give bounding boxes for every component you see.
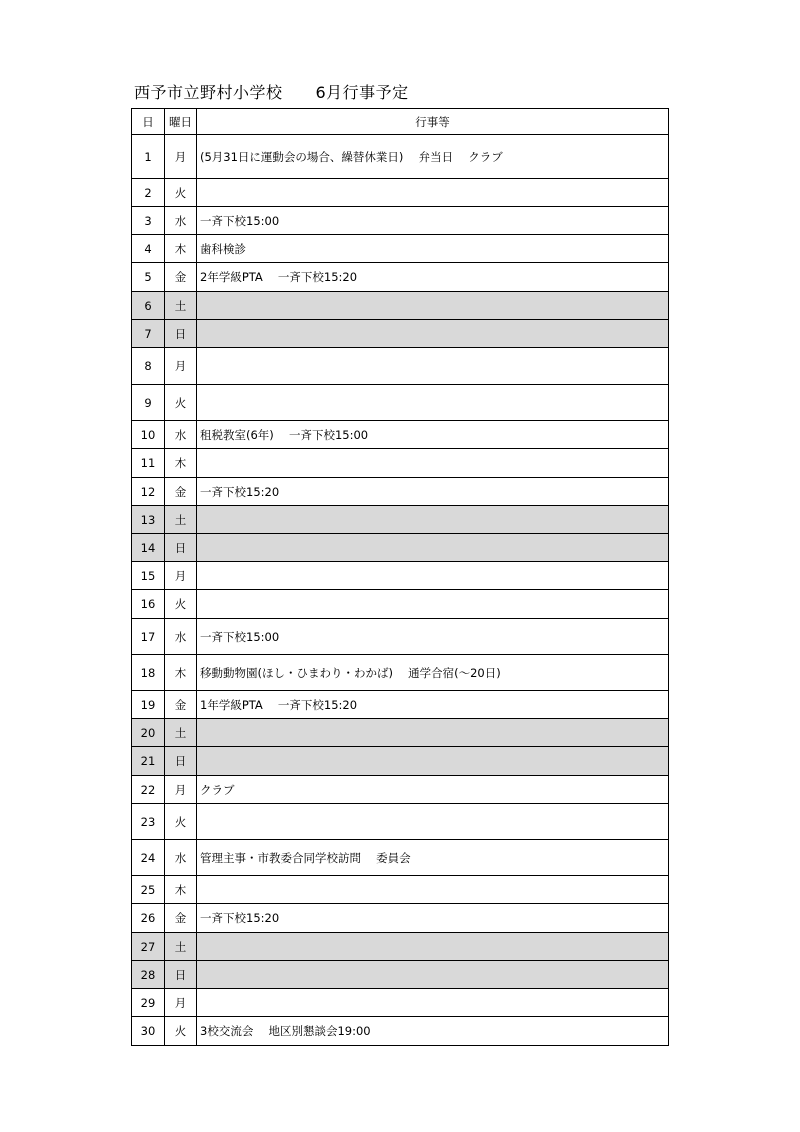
events-cell [197, 876, 669, 904]
events-cell [197, 292, 669, 320]
events-cell: 3校交流会 地区別懇談会19:00 [197, 1017, 669, 1046]
events-cell [197, 385, 669, 421]
day-cell: 7 [132, 320, 165, 348]
schedule-table [131, 108, 669, 1046]
day-cell: 21 [132, 747, 165, 776]
table-row [132, 655, 669, 691]
weekday-cell: 木 [165, 235, 197, 263]
events-cell [197, 348, 669, 385]
day-cell: 28 [132, 961, 165, 989]
table-row [132, 876, 669, 904]
table-row [132, 235, 669, 263]
weekday-cell: 金 [165, 263, 197, 292]
weekday-cell: 金 [165, 691, 197, 719]
header-weekday: 曜日 [165, 109, 197, 135]
weekday-cell: 水 [165, 207, 197, 235]
events-cell: 一斉下校15:00 [197, 207, 669, 235]
table-row [132, 590, 669, 619]
events-cell [197, 989, 669, 1017]
weekday-cell: 水 [165, 421, 197, 449]
weekday-cell: 日 [165, 961, 197, 989]
table-row [132, 421, 669, 449]
weekday-cell: 金 [165, 478, 197, 506]
day-cell: 9 [132, 385, 165, 421]
events-cell: 一斉下校15:20 [197, 904, 669, 933]
table-row [132, 263, 669, 292]
events-cell: 1年学級PTA 一斉下校15:20 [197, 691, 669, 719]
day-cell: 2 [132, 179, 165, 207]
day-cell: 22 [132, 776, 165, 804]
events-cell [197, 933, 669, 961]
day-cell: 16 [132, 590, 165, 619]
day-cell: 14 [132, 534, 165, 562]
day-cell: 26 [132, 904, 165, 933]
weekday-cell: 日 [165, 747, 197, 776]
table-row [132, 562, 669, 590]
day-cell: 25 [132, 876, 165, 904]
day-cell: 20 [132, 719, 165, 747]
events-cell: 移動動物園(ほし・ひまわり・わかば) 通学合宿(～20日) [197, 655, 669, 691]
weekday-cell: 火 [165, 179, 197, 207]
day-cell: 17 [132, 619, 165, 655]
day-cell: 8 [132, 348, 165, 385]
table-row [132, 619, 669, 655]
header-row [132, 109, 669, 135]
day-cell: 4 [132, 235, 165, 263]
header-events: 行事等 [197, 109, 669, 135]
day-cell: 24 [132, 840, 165, 876]
weekday-cell: 日 [165, 534, 197, 562]
day-cell: 3 [132, 207, 165, 235]
day-cell: 5 [132, 263, 165, 292]
events-cell: 租税教室(6年) 一斉下校15:00 [197, 421, 669, 449]
day-cell: 19 [132, 691, 165, 719]
day-cell: 15 [132, 562, 165, 590]
events-cell [197, 804, 669, 840]
events-cell [197, 961, 669, 989]
weekday-cell: 月 [165, 776, 197, 804]
events-cell: クラブ [197, 776, 669, 804]
events-cell [197, 590, 669, 619]
weekday-cell: 月 [165, 348, 197, 385]
weekday-cell: 土 [165, 506, 197, 534]
table-row [132, 449, 669, 478]
table-row [132, 292, 669, 320]
weekday-cell: 水 [165, 840, 197, 876]
events-cell [197, 320, 669, 348]
table-row [132, 478, 669, 506]
table-row [132, 320, 669, 348]
day-cell: 18 [132, 655, 165, 691]
events-cell [197, 449, 669, 478]
events-cell: 2年学級PTA 一斉下校15:20 [197, 263, 669, 292]
weekday-cell: 金 [165, 904, 197, 933]
events-cell [197, 506, 669, 534]
day-cell: 23 [132, 804, 165, 840]
weekday-cell: 火 [165, 385, 197, 421]
table-row [132, 534, 669, 562]
events-cell [197, 719, 669, 747]
weekday-cell: 木 [165, 655, 197, 691]
weekday-cell: 火 [165, 590, 197, 619]
table-row [132, 776, 669, 804]
weekday-cell: 月 [165, 989, 197, 1017]
day-cell: 1 [132, 135, 165, 179]
page-title: 西予市立野村小学校 6月行事予定 [134, 83, 409, 102]
table-row [132, 385, 669, 421]
weekday-cell: 月 [165, 562, 197, 590]
weekday-cell: 火 [165, 804, 197, 840]
day-cell: 29 [132, 989, 165, 1017]
events-cell: (5月31日に運動会の場合、繰替休業日) 弁当日 クラブ [197, 135, 669, 179]
table-row [132, 747, 669, 776]
events-cell: 歯科検診 [197, 235, 669, 263]
table-row [132, 989, 669, 1017]
events-cell [197, 179, 669, 207]
day-cell: 27 [132, 933, 165, 961]
table-row [132, 506, 669, 534]
events-cell: 一斉下校15:20 [197, 478, 669, 506]
weekday-cell: 木 [165, 876, 197, 904]
table-row [132, 933, 669, 961]
weekday-cell: 木 [165, 449, 197, 478]
table-row [132, 207, 669, 235]
events-cell: 管理主事・市教委合同学校訪問 委員会 [197, 840, 669, 876]
events-cell [197, 562, 669, 590]
events-cell [197, 534, 669, 562]
table-row [132, 348, 669, 385]
weekday-cell: 月 [165, 135, 197, 179]
weekday-cell: 日 [165, 320, 197, 348]
weekday-cell: 水 [165, 619, 197, 655]
day-cell: 6 [132, 292, 165, 320]
table-row [132, 691, 669, 719]
table-row [132, 1017, 669, 1046]
day-cell: 11 [132, 449, 165, 478]
weekday-cell: 土 [165, 719, 197, 747]
day-cell: 12 [132, 478, 165, 506]
table-row [132, 804, 669, 840]
weekday-cell: 土 [165, 933, 197, 961]
table-row [132, 840, 669, 876]
events-cell [197, 747, 669, 776]
weekday-cell: 火 [165, 1017, 197, 1046]
day-cell: 13 [132, 506, 165, 534]
header-day: 日 [132, 109, 165, 135]
weekday-cell: 土 [165, 292, 197, 320]
table-row [132, 135, 669, 179]
events-cell: 一斉下校15:00 [197, 619, 669, 655]
table-row [132, 719, 669, 747]
day-cell: 30 [132, 1017, 165, 1046]
table-row [132, 904, 669, 933]
table-row [132, 179, 669, 207]
day-cell: 10 [132, 421, 165, 449]
table-row [132, 961, 669, 989]
